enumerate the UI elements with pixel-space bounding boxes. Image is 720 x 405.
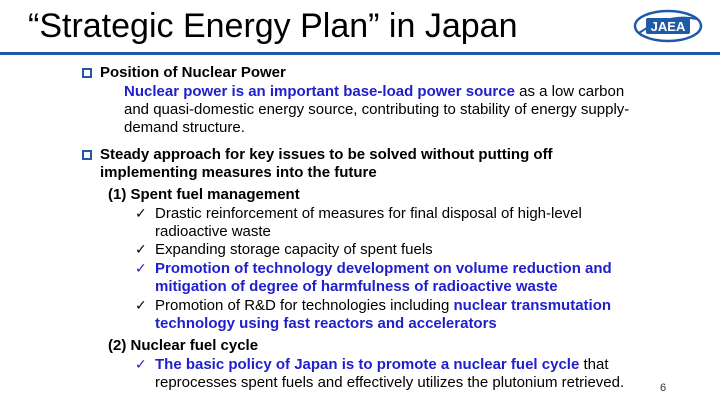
sub1-item3-line2: mitigation of degree of harmfulness of radioactive waste bbox=[155, 278, 558, 295]
section1-line1-rest: as a low carbon bbox=[514, 83, 625, 100]
section2-heading-line1: Steady approach for key issues to be solved without putting off bbox=[100, 146, 553, 163]
sub2-item1-rest: that bbox=[579, 356, 609, 373]
section2-heading-line2: implementing measures into the future bbox=[100, 164, 377, 181]
square-bullet-icon bbox=[82, 68, 92, 78]
sub1-item1-line1: Drastic reinforcement of measures for final disposal of high-level bbox=[155, 205, 582, 222]
sub1-item4-emphasis: nuclear transmutation bbox=[453, 297, 612, 314]
sub1-item2: Expanding storage capacity of spent fuels bbox=[155, 241, 433, 258]
check-icon: ✓ bbox=[135, 357, 147, 373]
check-icon: ✓ bbox=[135, 242, 147, 258]
jaea-logo bbox=[633, 9, 703, 43]
section1-line2: and quasi-domestic energy source, contributing to stability of energy supply- bbox=[124, 101, 630, 118]
sub1-item1-line2: radioactive waste bbox=[155, 223, 271, 240]
page-title: “Strategic Energy Plan” in Japan bbox=[28, 7, 518, 45]
square-bullet-icon bbox=[82, 150, 92, 160]
logo-text: JAEA bbox=[650, 19, 686, 34]
check-icon: ✓ bbox=[135, 298, 147, 314]
title-underline bbox=[0, 52, 720, 55]
sub2-item1-line2: reprocesses spent fuels and effectively utilizes the plutonium retrieved. bbox=[155, 374, 625, 391]
sub2-item1-emphasis: The basic policy of Japan is to promote a nuclear fuel cycle bbox=[155, 356, 580, 373]
section1-line1 bbox=[124, 83, 624, 101]
check-icon: ✓ bbox=[135, 206, 147, 222]
sub1-item4-pre: Promotion of R&D for technologies including bbox=[155, 297, 454, 314]
sub1-item4-line1 bbox=[155, 297, 611, 315]
check-icon: ✓ bbox=[135, 261, 147, 277]
sub2-item1-line1 bbox=[155, 356, 608, 374]
section1-heading: Position of Nuclear Power bbox=[100, 64, 286, 81]
section1-emphasis: Nuclear power is an important base-load power source bbox=[124, 83, 515, 100]
sub2-heading: (2) Nuclear fuel cycle bbox=[108, 337, 259, 354]
section1-line3: demand structure. bbox=[124, 119, 245, 136]
sub1-heading: (1) Spent fuel management bbox=[108, 186, 300, 203]
page-number: 6 bbox=[660, 382, 667, 394]
sub1-item4-line2: technology using fast reactors and accelerators bbox=[155, 315, 497, 332]
sub1-item3-line1: Promotion of technology development on volume reduction and bbox=[155, 260, 612, 277]
